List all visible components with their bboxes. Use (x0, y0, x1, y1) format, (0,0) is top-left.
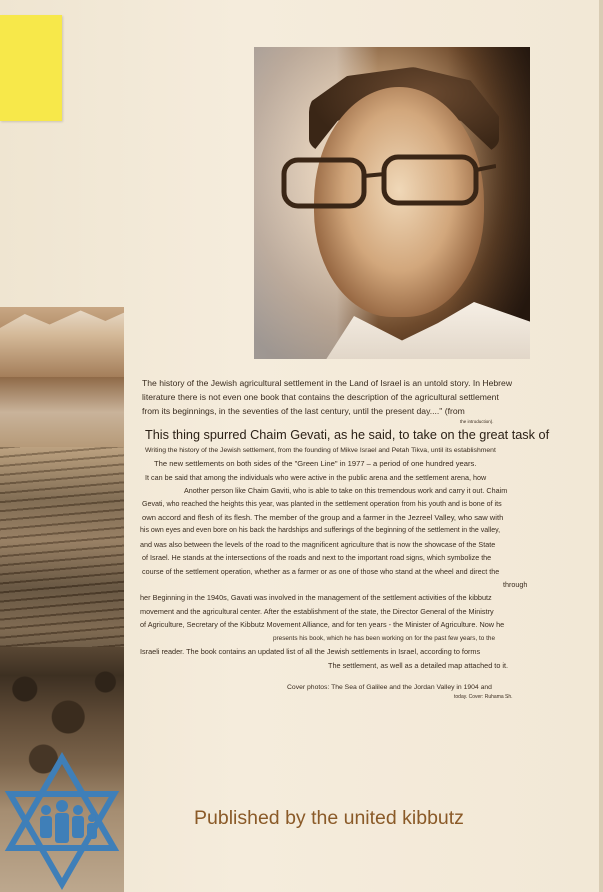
body-line: through (503, 580, 528, 590)
intro-line: literature there is not even one book that contains the description of the agricultural settlement (142, 392, 499, 402)
intro-line: from its beginnings, in the seventies of the last century, until the present day...." (from (142, 406, 465, 416)
body-line: Israeli reader. The book contains an updated list of all the Jewish settlements in Israel, according to forms (140, 647, 481, 657)
body-line: movement and the agricultural center. After the establishment of the state, the Director General of the Ministry (140, 606, 494, 616)
photo-credit: today. Cover: Ruhama Sh. (454, 693, 513, 700)
glasses-shape (276, 152, 496, 212)
body-line: Writing the history of the Jewish settlement, from the founding of Mikve Israel and Petah Tikva, until its establishment (145, 447, 496, 454)
body-line: and was also between the levels of the road to the magnificent agriculture that is now the showcase of the State (140, 539, 496, 549)
body-line: own accord and flesh of its flesh. The member of the group and a farmer in the Jezreel Valley, who saw with (142, 513, 504, 523)
publisher-line: Published by the united kibbutz (194, 807, 464, 829)
intro-line: The history of the Jewish agricultural settlement in the Land of Israel is an untold story. In Hebrew (142, 378, 513, 388)
photo-credit: Cover photos: The Sea of Galilee and the Jordan Valley in 1904 and (287, 683, 492, 691)
body-line: of Agriculture, Secretary of the Kibbutz Movement Alliance, and for ten years - the Minister of Agriculture. Now he (140, 620, 505, 630)
headline: This thing spurred Chaim Gevati, as he said, to take on the great task of (145, 428, 550, 442)
cover-edge (599, 0, 603, 892)
body-line: course of the settlement operation, whether as a farmer or as one of those who stand at the wheel and direct the (142, 566, 500, 576)
body-line: Another person like Chaim Gaviti, who is able to take on this tremendous work and carry it out. Chaim (184, 486, 508, 496)
body-line: Gevati, who reached the heights this year, was planted in the settlement operation from his youth and is bone of its (142, 499, 502, 508)
intro-source: the introduction). (460, 419, 494, 424)
cover-text (118, 376, 550, 701)
body-line: presents his book, which he has been working on for the past few years, to the (273, 634, 496, 642)
body-line: of Israel. He stands at the intersections of the roads and next to the important road signs, which symbolize the (142, 553, 492, 563)
body-line: her Beginning in the 1940s, Gavati was involved in the management of the settlement activities of the kibbutz (140, 593, 492, 603)
body-line: The settlement, as well as a detailed map attached to it. (328, 660, 509, 670)
body-line: The new settlements on both sides of the "Green Line" in 1977 – a period of one hundred years. (154, 459, 477, 469)
sticky-note (0, 15, 62, 121)
star-of-david-family-logo (2, 752, 122, 892)
author-portrait-photo (254, 47, 530, 359)
body-line: It can be said that among the individuals who were active in the public arena and the settlement arena, how (145, 472, 487, 482)
body-line: his own eyes and even bore on his back the hardships and sufferings of the beginning of the settlement in the valley, (140, 527, 501, 535)
